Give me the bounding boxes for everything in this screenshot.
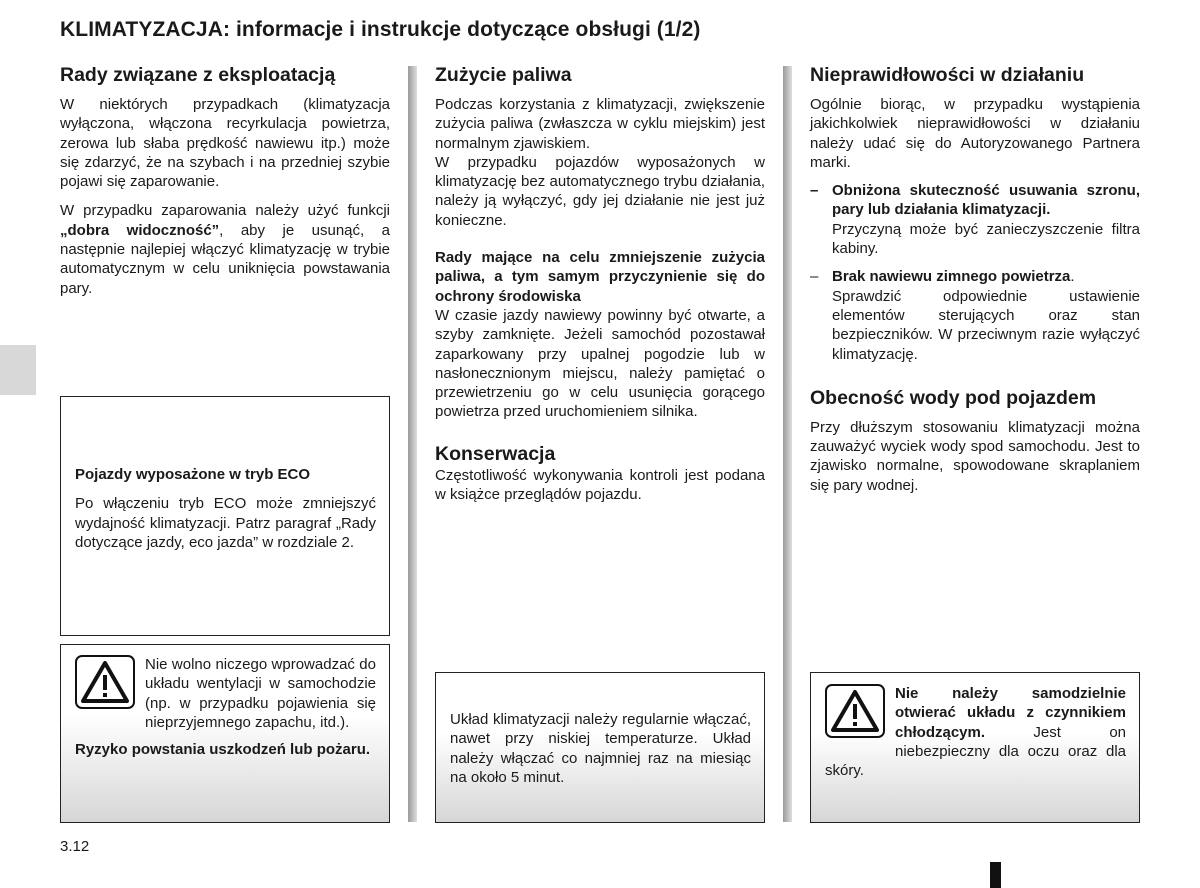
paragraph: Podczas korzystania z klimatyzacji, zwiększenie zużycia paliwa (zwłaszcza w cyklu miejskim) jest normalnym zjawiskiem. [435,96,765,152]
eco-heading: Pojazdy wyposażone w tryb ECO [75,466,311,483]
section-heading: Obecność wody pod pojazdem [810,386,1097,409]
column-2 [435,63,765,504]
warning-bold-text: Ryzyko powstania uszkodzeń lub pożaru. [75,741,371,759]
list-item: – Obniżona skuteczność usuwania szronu, pary lub działania klimatyzacji. Przyczyną może być zanieczyszczenie filtra kabiny. [810,182,1140,258]
column-1 [60,63,390,298]
section-heading: Zużycie paliwa [435,64,572,86]
note-text: Układ klimatyzacji należy regularnie włączać, nawet przy niskiej temperaturze. Układ należy włączać co najmniej raz na miesiąc na około 5 minut. [450,711,751,786]
warning-text: Nie należy samodzielnie otwierać układu z czynnikiem chłodzącym. Jest on niebezpieczny dla oczu oraz dla skóry. [825,685,1126,780]
paragraph: W niektórych przypadkach (klimatyzacja wyłączona, włączona recyrkulacja powietrza, zerowa lub słaba prędkość nawiewu itp.) może się zdarzyć, że na szybach i na przedniej szybie pojawi się zaparowanie. [60,96,390,191]
warning-box [810,672,1140,823]
warning-text: Nie wolno niczego wprowadzać do układu wentylacji w samochodzie (np. w przypadku pojawienia się nieprzyjemnego zapachu, itd.). [145,656,376,731]
paragraph: W czasie jazdy nawiewy powinny być otwarte, a szyby zamknięte. Jeżeli samochód pozostawał zaparkowany przy upalnej pogodzie lub w nasłonecznionym miejscu, należy pamiętać o przewietrzeniu go w celu usunięcia gorącego powietrza przed uruchomieniem silnika. [435,306,765,421]
column-divider [408,66,417,822]
page-title: KLIMATYZACJA: informacje i instrukcje dotyczące obsługi (1/2) [60,18,701,41]
section-heading: Nieprawidłowości w działaniu [810,64,1085,86]
paragraph: Ogólnie biorąc, w przypadku wystąpienia jakichkolwiek nieprawidłowości w działaniu należy udać się do Autoryzowanego Partnera marki. [810,96,1140,171]
note-box [435,672,765,823]
paragraph: Przy dłuższym stosowaniu klimatyzacji można zauważyć wyciek wody spod samochodu. Jest to zjawisko normalne, spowodowane skraplaniem się pary wodnej. [810,418,1140,494]
column-3 [810,63,1140,495]
paragraph: Częstotliwość wykonywania kontroli jest podana w książce przeglądów pojazdu. [435,466,765,504]
page-number: 3.12 [60,838,90,855]
warning-triangle-icon [825,684,885,738]
column-divider [783,66,792,822]
paragraph: W przypadku zaparowania należy użyć funkcji „dobra widoczność”, aby je usunąć, a następnie najlepiej włączyć klimatyzację w trybie automatycznym w celu uniknięcia powstawania pary. [60,202,390,297]
list-item: – Brak nawiewu zimnego powietrza. Sprawdzić odpowiednie ustawienie elementów sterujących oraz stan bezpieczników. W przeciwnym razie wyłączyć klimatyzację. [810,268,1140,363]
section-heading: Konserwacja [435,442,556,465]
warning-box [60,644,390,823]
section-heading: Rady związane z eksploatacją [60,64,336,86]
eco-info-box [60,396,390,636]
sub-heading: Rady mające na celu zmniejszenie zużycia paliwa, a tym samym przyczynienie się do ochrony środowiska [435,249,765,305]
warning-triangle-icon [75,655,135,709]
chapter-tab [0,345,36,395]
eco-text: Po włączeniu tryb ECO może zmniejszyć wydajność klimatyzacji. Patrz paragraf „Rady dotyczące jazdy, eco jazda” w rozdziale 2. [75,495,376,551]
paragraph: W przypadku pojazdów wyposażonych w klimatyzację bez automatycznego trybu działania, należy ją wyłączyć, gdy jej działanie nie jest już konieczne. [435,153,765,229]
page-edge-marker [990,862,1001,888]
